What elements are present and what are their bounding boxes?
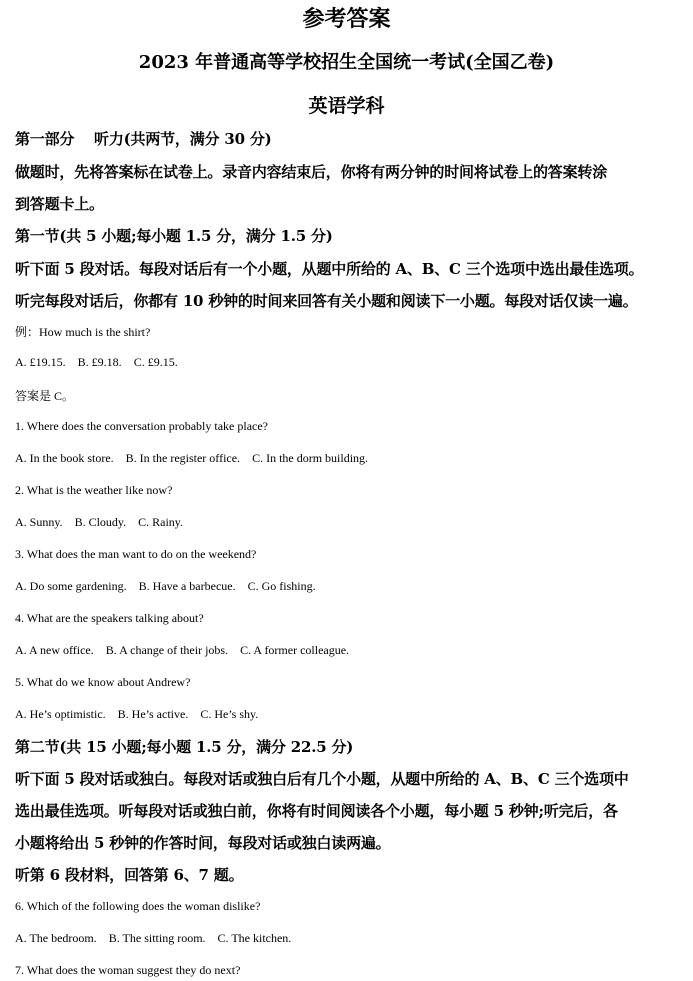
question-3: 3. What does the man want to do on the weekend? — [15, 547, 257, 561]
example-question: 例：How much is the shirt? — [15, 325, 151, 339]
section1-heading: 第一节(共 5 小题;每小题 1.5 分，满分 1.5 分) — [15, 227, 333, 245]
option-b: B. A change of their jobs. — [105, 643, 229, 657]
question-5-options — [15, 707, 258, 722]
option-c: C. A former colleague. — [240, 643, 350, 657]
option-c: C. In the dorm building. — [252, 451, 369, 465]
option-c: C. Rainy. — [138, 515, 184, 529]
question-5: 5. What do we know about Andrew? — [15, 675, 191, 689]
option-a: A. Sunny. — [15, 515, 63, 529]
option-b: B. In the register office. — [125, 451, 241, 465]
subject-title: 英语学科 — [308, 95, 385, 117]
question-2: 2. What is the weather like now? — [15, 483, 173, 497]
question-1: 1. Where does the conversation probably take place? — [15, 419, 269, 433]
option-c: C. He’s shy. — [200, 707, 259, 721]
option-a: A. A new office. — [15, 643, 94, 657]
option-a: A. In the book store. — [15, 451, 114, 465]
section2-intro-line-3: 小题将给出 5 秒钟的作答时间，每段对话或独白读两遍。 — [15, 834, 391, 852]
section2-heading: 第二节(共 15 小题;每小题 1.5 分，满分 22.5 分) — [15, 738, 354, 756]
section2-intro-line-2: 选出最佳选项。听每段对话或独白前，你将有时间阅读各个小题，每小题 5 秒钟;听完后，各 — [15, 802, 618, 820]
part1-intro-line-1: 做题时，先将答案标在试卷上。录音内容结束后，你将有两分钟的时间将试卷上的答案转涂 — [15, 163, 608, 181]
question-4: 4. What are the speakers talking about? — [15, 611, 204, 625]
option-a: A. He’s optimistic. — [15, 707, 106, 721]
part1-heading: 第一部分 听力(共两节，满分 30 分) — [15, 130, 272, 148]
option-b: B. £9.18. — [77, 355, 122, 369]
question-6-options — [15, 931, 291, 946]
question-4-options — [15, 643, 349, 658]
option-a: A. The bedroom. — [15, 931, 97, 945]
option-b: B. The sitting room. — [108, 931, 206, 945]
option-b: B. Have a barbecue. — [138, 579, 236, 593]
question-2-options — [15, 515, 183, 530]
material-6-heading: 听第 6 段材料，回答第 6、7 题。 — [15, 866, 244, 884]
section2-intro-line-1: 听下面 5 段对话或独白。每段对话或独白后有几个小题，从题中所给的 A、B、C 三个选项中 — [15, 770, 629, 788]
document-title: 参考答案 — [302, 6, 391, 32]
question-3-options — [15, 579, 316, 594]
part1-intro-line-2: 到答题卡上。 — [15, 195, 104, 213]
section1-intro-line-2: 听完每段对话后，你都有 10 秒钟的时间来回答有关小题和阅读下一小题。每段对话仅读一遍。 — [15, 292, 638, 310]
option-b: B. He’s active. — [117, 707, 189, 721]
question-1-options — [15, 451, 368, 466]
question-6: 6. Which of the following does the woman dislike? — [15, 899, 261, 913]
question-7: 7. What does the woman suggest they do next? — [15, 963, 241, 977]
option-c: C. The kitchen. — [217, 931, 292, 945]
example-options — [15, 355, 178, 370]
option-b: B. Cloudy. — [74, 515, 127, 529]
option-c: C. Go fishing. — [247, 579, 316, 593]
exam-title: 2023 年普通高等学校招生全国统一考试(全国乙卷) — [138, 52, 555, 73]
example-answer: 答案是 C。 — [15, 389, 75, 403]
section1-intro-line-1: 听下面 5 段对话。每段对话后有一个小题，从题中所给的 A、B、C 三个选项中选出最佳选项。 — [15, 260, 644, 278]
option-a: A. Do some gardening. — [15, 579, 127, 593]
option-a: A. £19.15. — [15, 355, 66, 369]
option-c: C. £9.15. — [133, 355, 178, 369]
